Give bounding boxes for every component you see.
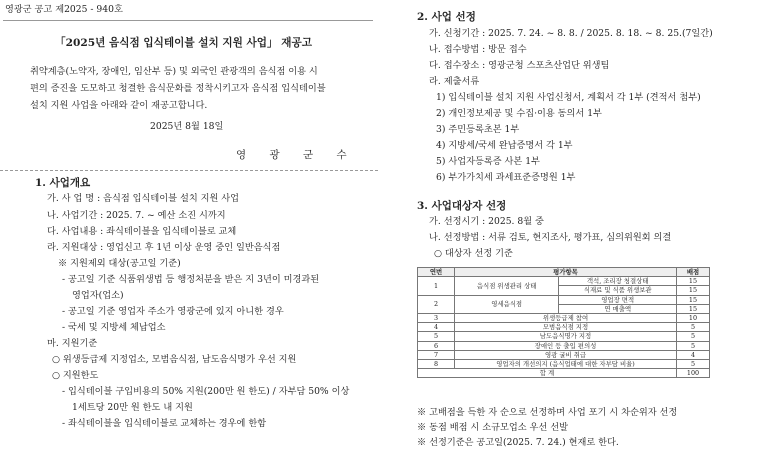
table-cell: 모범음식점 지정 xyxy=(455,323,677,332)
criteria-item: ○ 위생등급제 지정업소, 모범음식점, 남도음식명가 우선 지원 xyxy=(52,354,297,365)
header-rule xyxy=(3,20,373,21)
limit-item-cont: 1세트당 20만 원 한도 내 지원 xyxy=(72,402,193,413)
table-cell: 3 xyxy=(418,314,455,323)
criteria-item: ○ 지원한도 xyxy=(52,370,99,381)
table-header-cell: 연번 xyxy=(418,268,455,277)
overview-item: 다. 사업내용 : 좌식테이블을 입식테이블로 교체 xyxy=(47,226,237,237)
issuer: 영 광 군 수 xyxy=(236,149,357,161)
table-cell: 5 xyxy=(677,323,710,332)
document-item: 6) 부가가치세 과세표준증명원 1부 xyxy=(436,172,576,183)
overview-item: 마. 지원기준 xyxy=(47,338,98,349)
table-total-row xyxy=(418,369,710,378)
exclusion-item-cont: 영업자(업소) xyxy=(72,290,124,301)
exclusion-item: - 공고일 기준 식품위생법 등 행정처분을 받은 지 3년이 미경과된 xyxy=(62,274,320,285)
table-cell: 6 xyxy=(418,341,455,350)
section1-heading: 1. 사업개요 xyxy=(35,177,91,189)
table-cell: 위생등급제 참여 xyxy=(455,314,677,323)
table-row xyxy=(418,295,710,304)
table-row xyxy=(418,332,710,341)
intro-line: 취약계층(노약자, 장애인, 임산부 등) 및 외국인 관광객의 음식점 이용 시 xyxy=(30,66,318,77)
target-item: 나. 선정방법 : 서류 검토, 현지조사, 평가표, 심의위원회 의결 xyxy=(429,232,672,243)
table-cell: 남도음식명가 지정 xyxy=(455,332,677,341)
table-cell: 15 xyxy=(677,277,710,286)
table-cell: 음식점 위생관리 상태 xyxy=(455,277,559,295)
table-cell: 10 xyxy=(677,314,710,323)
section2-heading: 2. 사업 선정 xyxy=(417,11,476,23)
criteria-title: ○ 대상자 선정 기준 xyxy=(434,248,513,259)
table-cell: 영세음식점 xyxy=(455,295,559,313)
overview-item: 나. 사업기간 : 2025. 7. ~ 예산 소진 시까지 xyxy=(47,210,226,221)
notice-number: 영광군 공고 제2025 - 940호 xyxy=(5,4,123,15)
notice-title: 「2025년 음식점 입식테이블 설치 지원 사업」 재공고 xyxy=(55,37,313,49)
table-cell: 1 xyxy=(418,277,455,295)
table-cell: 5 xyxy=(677,360,710,369)
note-item: ※ 동점 배점 시 소규모업소 우선 선발 xyxy=(417,422,568,433)
table-row xyxy=(418,323,710,332)
table-total-value: 100 xyxy=(677,369,710,378)
selection-item: 라. 제출서류 xyxy=(429,76,480,87)
table-row xyxy=(418,350,710,359)
table-cell: 영업장 면적 xyxy=(559,295,677,304)
document-item: 5) 사업자등록증 사본 1부 xyxy=(436,156,540,167)
notice-date: 2025년 8월 18일 xyxy=(150,121,224,132)
table-cell: 5 xyxy=(418,332,455,341)
section3-heading: 3. 사업대상자 선정 xyxy=(417,200,507,212)
table-cell: 연 매출액 xyxy=(559,304,677,313)
table-cell: 영광 굴비 취급 xyxy=(455,350,677,359)
table-cell: 영업자의 개선의지 (음식업태에 대한 자부담 비율) xyxy=(455,360,677,369)
table-row xyxy=(418,314,710,323)
table-header-row xyxy=(418,268,710,277)
table-total-label: 합 계 xyxy=(418,369,677,378)
selection-item: 가. 신청기간 : 2025. 7. 24. ~ 8. 8. / 2025. 8. 18. ~ 8. 25.(7일간) xyxy=(429,28,713,39)
note-item: ※ 고배점을 득한 자 순으로 선정하며 사업 포기 시 차순위자 선정 xyxy=(417,407,678,418)
table-header-cell: 배점 xyxy=(677,268,710,277)
table-cell: 식재료 및 식품 위생보관 xyxy=(559,286,677,295)
table-header-cell: 평가항목 xyxy=(455,268,677,277)
evaluation-table xyxy=(417,267,710,378)
document-item: 3) 주민등록초본 1부 xyxy=(436,124,520,135)
intro-line: 설치 지원 사업을 아래와 같이 재공고합니다. xyxy=(30,100,208,111)
target-item: 가. 선정시기 : 2025. 8월 중 xyxy=(429,216,544,227)
selection-item: 다. 접수장소 : 영광군청 스포츠산업단 위생팀 xyxy=(429,60,610,71)
overview-item: 라. 지원대상 : 영업신고 후 1년 이상 운영 중인 일반음식점 xyxy=(47,242,281,253)
table-row xyxy=(418,277,710,286)
table-cell: 장애인 등 출입 편의성 xyxy=(455,341,677,350)
table-cell: 15 xyxy=(677,295,710,304)
table-row xyxy=(418,360,710,369)
document-item: 2) 개인정보제공 및 수집·이용 동의서 1부 xyxy=(436,108,602,119)
section-divider xyxy=(0,170,378,171)
table-cell: 5 xyxy=(677,341,710,350)
table-cell: 2 xyxy=(418,295,455,313)
table-cell: 4 xyxy=(418,323,455,332)
exclusion-item: - 공고일 기준 영업자 주소가 영광군에 있지 아니한 경우 xyxy=(62,306,284,317)
selection-item: 나. 접수방법 : 방문 접수 xyxy=(429,44,527,55)
intro-line: 편의 증진을 도모하고 청결한 음식문화를 정착시키고자 음식점 입식테이블 xyxy=(30,83,326,94)
table-cell: 15 xyxy=(677,286,710,295)
table-cell: 5 xyxy=(677,332,710,341)
table-cell: 객석, 조리장 청결상태 xyxy=(559,277,677,286)
overview-item: 가. 사 업 명 : 음식점 입식테이블 설치 지원 사업 xyxy=(47,193,240,204)
limit-item: - 좌식테이블을 입식테이블로 교체하는 경우에 한함 xyxy=(62,418,267,429)
table-cell: 15 xyxy=(677,304,710,313)
exclusion-heading: ※ 지원제외 대상(공고일 기준) xyxy=(58,258,181,269)
table-cell: 7 xyxy=(418,350,455,359)
exclusion-item: - 국세 및 지방세 체납업소 xyxy=(62,322,166,333)
table-row xyxy=(418,341,710,350)
limit-item: - 입식테이블 구입비용의 50% 지원(200만 원 한도) / 자부담 50% 이상 xyxy=(62,386,350,397)
table-cell: 8 xyxy=(418,360,455,369)
table-cell: 4 xyxy=(677,350,710,359)
note-item: ※ 선정기준은 공고일(2025. 7. 24.) 현재로 한다. xyxy=(417,437,619,448)
document-item: 4) 지방세/국세 완납증명서 각 1부 xyxy=(436,140,573,151)
document-item: 1) 입식테이블 설치 지원 사업신청서, 계획서 각 1부 (견적서 첨부) xyxy=(436,92,701,103)
